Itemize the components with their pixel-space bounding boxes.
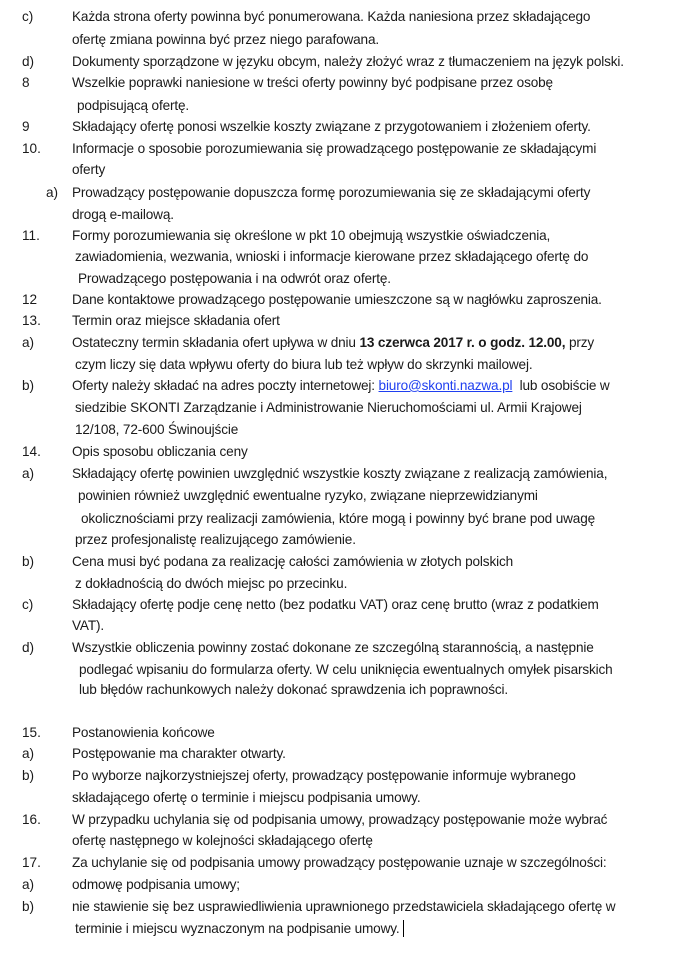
item-text: Postanowienia końcowe [72,725,215,740]
text-segment: Ostateczny termin składania ofert upływa w dniu [72,335,360,350]
item-text: podlegać wpisaniu do formularza oferty. W celu uniknięcia ewentualnych omyłek pisarskich [79,662,613,677]
text-segment: Oferty należy składać na adres poczty internetowej: [72,378,379,393]
item-text: Po wyborze najkorzystniejszej oferty, prowadzący postępowanie informuje wybranego [72,768,576,783]
item-text: W przypadku uchylania się od podpisania umowy, prowadzący postępowanie może wybrać [72,812,608,827]
item-text: Termin oraz miejsce składania ofert [72,313,280,328]
deadline-date: 13 czerwca 2017 r. o godz. 12.00, [359,335,566,350]
item-text: Wszystkie obliczenia powinny zostać dokonane ze szczególną starannością, a następnie [72,640,594,655]
item-text: ofertę zmiana powinna być przez niego parafowana. [72,32,380,47]
item-text: ofertę następnego w kolejności składającego ofertę [72,833,373,848]
item-text: oferty [72,162,106,177]
item-text: Wszelkie poprawki naniesione w treści oferty powinny być podpisane przez osobę [72,75,553,90]
item-text: Każda strona oferty powinna być ponumerowana. Każda naniesiona przez składającego [72,9,591,24]
item-label: a) [22,466,35,481]
item-label: 8 [22,75,30,90]
item-text: składającego ofertę o terminie i miejscu podpisania umowy. [72,790,421,805]
item-label: c) [22,9,34,24]
item-label: 10. [22,141,41,156]
item-text: powinien również uwzględnić ewentualne ryzyko, związane nieprzewidzianymi [78,488,538,503]
item-text: Informacje o sposobie porozumiewania się prowadzącego postępowanie ze składającymi [72,141,597,156]
item-text: VAT). [72,618,104,633]
item-label: b) [22,554,35,569]
item-text: podpisującą ofertę. [77,98,190,113]
item-text: Postępowanie ma charakter otwarty. [72,746,286,761]
item-text: siedzibie SKONTI Zarządzanie i Administrowanie Nieruchomościami ul. Armii Krajowej [75,400,582,415]
item-label: a) [46,185,59,200]
item-label: 13. [22,313,41,328]
item-text: Cena musi być podana za realizację całości zamówienia w złotych polskich [72,554,514,569]
item-text: Składający ofertę ponosi wszelkie koszty związane z przygotowaniem i złożeniem oferty. [72,119,591,134]
item-label: d) [22,640,35,655]
email-link[interactable]: biuro@skonti.nazwa.pl [378,378,513,393]
item-text: Prowadzący postępowanie dopuszcza formę porozumiewania się ze składającymi oferty [72,185,591,200]
item-text: Składający ofertę powinien uwzględnić wszystkie koszty związane z realizacją zamówienia, [72,466,608,481]
text-segment: lub osobiście w [512,378,610,393]
item-text: Dane kontaktowe prowadzącego postępowanie umieszczone są w nagłówku zaproszenia. [72,292,602,307]
item-label: 14. [22,444,41,459]
item-text: Składający ofertę podje cenę netto (bez podatku VAT) oraz cenę brutto (wraz z podatkiem [72,597,599,612]
item-text: z dokładnością do dwóch miejsc po przecinku. [75,576,348,591]
text-cursor [403,920,404,937]
item-label: c) [22,597,34,612]
item-label: b) [22,899,35,914]
text-segment: terminie i miejscu wyznaczonym na podpisanie umowy. [75,921,400,936]
item-text: lub błędów rachunkowych należy dokonać sprawdzenia ich poprawności. [79,682,508,697]
item-label: 9 [22,119,30,134]
item-text: zawiadomienia, wezwania, wnioski i informacje kierowane przez składającego ofertę do [75,249,589,264]
item-text: Opis sposobu obliczania ceny [72,444,248,459]
item-text: Za uchylanie się od podpisania umowy prowadzący postępowanie uznaje w szczególności: [72,855,607,870]
item-label: a) [22,746,35,761]
item-text: nie stawienie się bez usprawiedliwienia uprawnionego przedstawiciela składającego ofertę w [72,899,616,914]
item-text [72,334,594,352]
item-label: 11. [22,228,40,243]
item-label: b) [22,378,35,393]
item-text: Formy porozumiewania się określone w pkt 10 obejmują wszystkie oświadczenia, [72,228,551,243]
item-text: okolicznościami przy realizacji zamówienia, które mogą i powinny być brane pod uwagę [81,511,596,526]
item-label: 15. [22,725,41,740]
item-text [75,920,404,938]
item-text [72,377,610,395]
item-label: b) [22,768,35,783]
item-label: 17. [22,855,41,870]
item-text: 12/108, 72-600 Świnoujście [75,422,239,437]
item-text: drogą e-mailową. [72,207,174,222]
item-text: czym liczy się data wpływu oferty do biura lub też wpływ do skrzynki mailowej. [75,357,533,372]
item-label: 12 [22,292,38,307]
item-label: a) [22,335,35,350]
item-text: odmowę podpisania umowy; [72,877,240,892]
item-label: 16. [22,812,41,827]
item-text: Prowadzącego postępowania i na odwrót oraz ofertę. [78,271,391,286]
item-text: Dokumenty sporządzone w języku obcym, należy złożyć wraz z tłumaczeniem na język polski. [72,54,624,69]
item-label: a) [22,877,35,892]
text-segment: przy [565,335,595,350]
item-text: przez profesjonalistę realizującego zamówienie. [75,532,356,547]
item-label: d) [22,54,35,69]
